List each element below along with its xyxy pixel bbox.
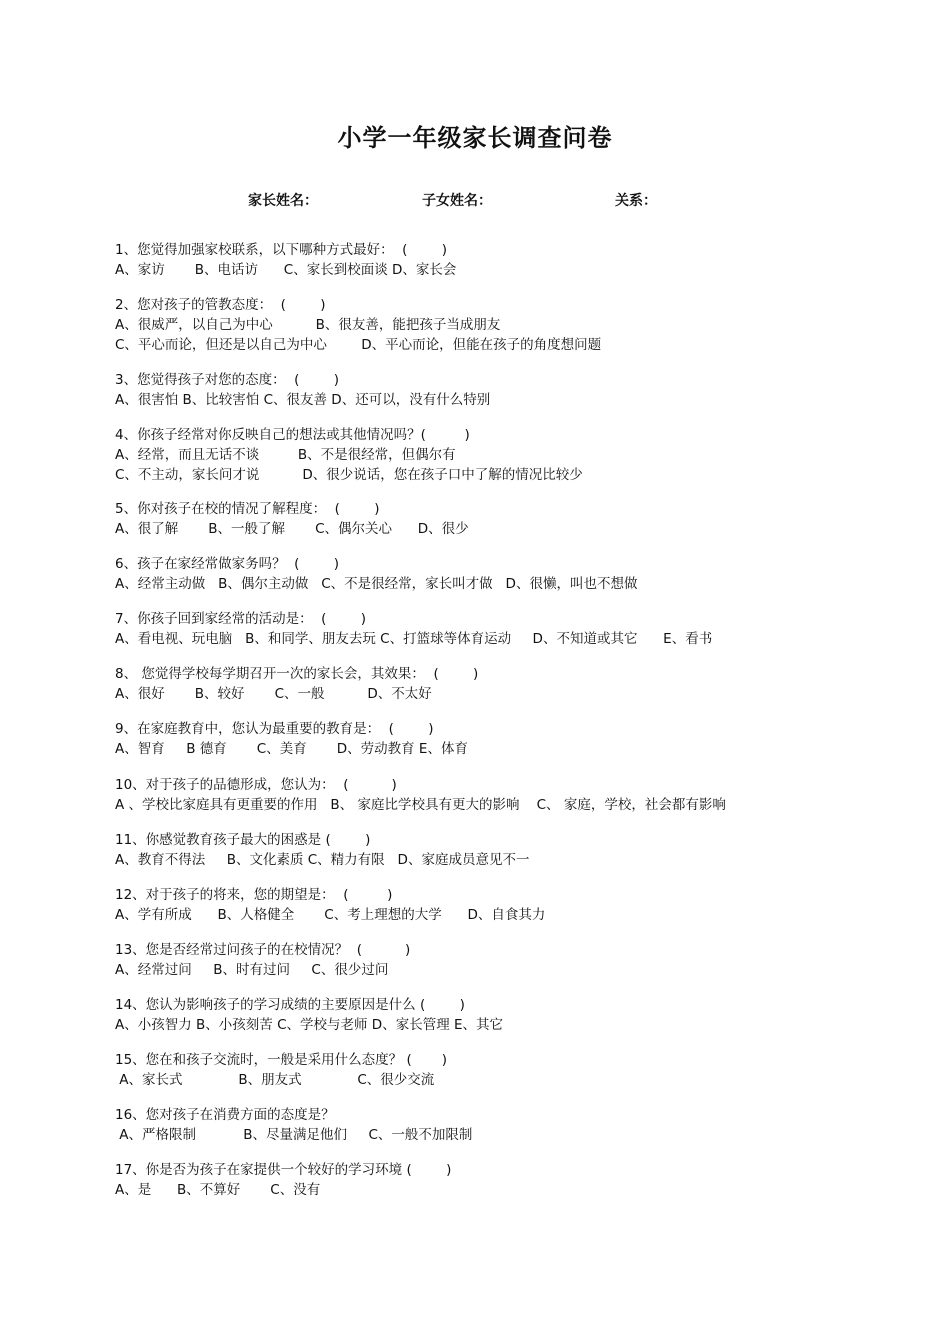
question-12 — [115, 885, 875, 925]
question-options: A、很害怕 B、比较害怕 C、很友善 D、还可以，没有什么特别 — [115, 392, 491, 408]
question-17 — [115, 1160, 875, 1200]
question-11 — [115, 830, 875, 870]
question-16 — [115, 1105, 875, 1145]
question-options: A、经常，而且无话不谈 B、不是很经常，但偶尔有 — [115, 447, 456, 463]
question-options: C、不主动，家长问才说 D、很少说话，您在孩子口中了解的情况比较少 — [115, 467, 583, 483]
question-3 — [115, 370, 875, 410]
question-text: 5、你对孩子在校的情况了解程度： ( ) — [115, 501, 380, 517]
question-text: 9、在家庭教育中，您认为最重要的教育是： ( ) — [115, 721, 434, 737]
question-9 — [115, 719, 875, 759]
question-options: A、经常主动做 B、偶尔主动做 C、不是很经常，家长叫才做 D、很懒，叫也不想做 — [115, 576, 638, 592]
question-options: A、教育不得法 B、文化素质 C、精力有限 D、家庭成员意见不一 — [115, 852, 530, 868]
question-options: A、家访 B、电话访 C、家长到校面谈 D、家长会 — [115, 262, 457, 278]
question-6 — [115, 554, 875, 594]
page-title: 小学一年级家长调查问卷 — [337, 124, 613, 152]
question-text: 7、你孩子回到家经常的活动是： ( ) — [115, 611, 367, 627]
question-13 — [115, 940, 875, 980]
question-text: 11、你感觉教育孩子最大的困惑是 ( ) — [115, 832, 371, 848]
question-text: 3、您觉得孩子对您的态度： ( ) — [115, 372, 340, 388]
question-options: A、很了解 B、一般了解 C、偶尔关心 D、很少 — [115, 521, 469, 537]
question-8 — [115, 664, 875, 704]
question-7 — [115, 609, 875, 649]
question-options: A、小孩智力 B、小孩刻苦 C、学校与老师 D、家长管理 E、其它 — [115, 1017, 504, 1033]
question-options: A、家长式 B、朋友式 C、很少交流 — [115, 1072, 435, 1088]
question-options: A、看电视、玩电脑 B、和同学、朋友去玩 C、打篮球等体育运动 D、不知道或其它 E、看书 — [115, 631, 713, 647]
question-options: A 、学校比家庭具有更重要的作用 B、 家庭比学校具有更大的影响 C、 家庭，学校，社会都有影响 — [115, 797, 726, 813]
question-options: A、经常过问 B、时有过问 C、很少过问 — [115, 962, 389, 978]
question-options: A、智育 B 德育 C、美育 D、劳动教育 E、体育 — [115, 741, 468, 757]
question-text: 6、孩子在家经常做家务吗？ ( ) — [115, 556, 340, 572]
question-options: A、严格限制 B、尽量满足他们 C、一般不加限制 — [115, 1127, 473, 1143]
question-1 — [115, 240, 875, 280]
question-text: 13、您是否经常过问孩子的在校情况？ ( ) — [115, 942, 411, 958]
question-text: 14、您认为影响孩子的学习成绩的主要原因是什么 ( ) — [115, 997, 465, 1013]
question-options: A、很威严，以自己为中心 B、很友善，能把孩子当成朋友 — [115, 317, 501, 333]
question-text: 10、对于孩子的品德形成，您认为： ( ) — [115, 777, 397, 793]
question-text: 2、您对孩子的管教态度： ( ) — [115, 297, 326, 313]
question-options: C、平心而论，但还是以自己为中心 D、平心而论，但能在孩子的角度想问题 — [115, 337, 602, 353]
question-text: 4、你孩子经常对你反映自己的想法或其他情况吗？( ) — [115, 427, 470, 443]
question-options: A、是 B、不算好 C、没有 — [115, 1182, 321, 1198]
question-2 — [115, 295, 875, 355]
question-options: A、学有所成 B、人格健全 C、考上理想的大学 D、自食其力 — [115, 907, 546, 923]
question-text: 16、您对孩子在消费方面的态度是？ — [115, 1107, 335, 1123]
child-name-label: 子女姓名： — [422, 193, 492, 209]
question-5 — [115, 499, 875, 539]
question-text: 15、您在和孩子交流时，一般是采用什么态度？ ( ) — [115, 1052, 448, 1068]
question-14 — [115, 995, 875, 1035]
question-10 — [115, 775, 875, 815]
question-options: A、很好 B、较好 C、一般 D、不太好 — [115, 686, 432, 702]
parent-name-label: 家长姓名： — [248, 193, 318, 209]
question-4 — [115, 425, 875, 485]
question-text: 1、您觉得加强家校联系，以下哪种方式最好： ( ) — [115, 242, 448, 258]
question-text: 8、 您觉得学校每学期召开一次的家长会，其效果： ( ) — [115, 666, 479, 682]
question-15 — [115, 1050, 875, 1090]
question-text: 12、对于孩子的将来，您的期望是： ( ) — [115, 887, 393, 903]
question-text: 17、你是否为孩子在家提供一个较好的学习环境 ( ) — [115, 1162, 452, 1178]
relation-label: 关系： — [615, 193, 657, 209]
